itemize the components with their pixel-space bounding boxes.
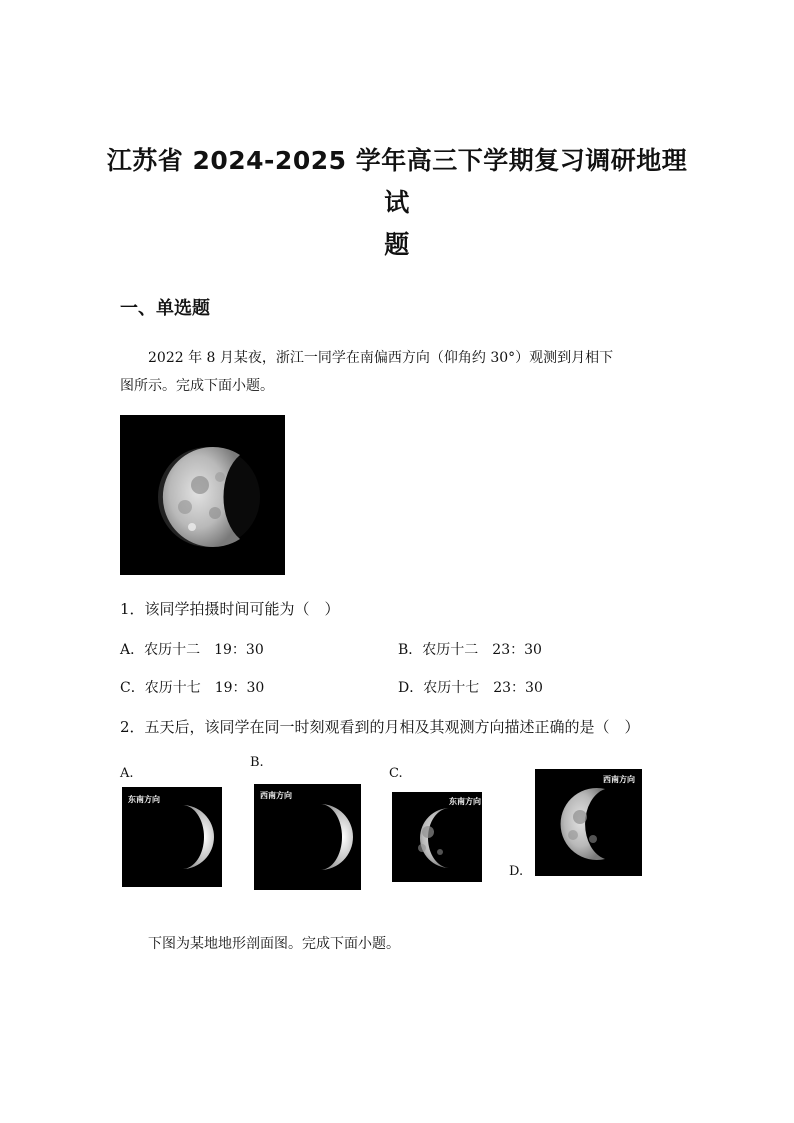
q2-option-d-letter[interactable]: D. [509, 864, 524, 879]
question-1-stem: 1．该同学拍摄时间可能为（ ） [120, 600, 340, 618]
moon-icon [158, 447, 260, 547]
question-2-stem: 2．五天后，该同学在同一时刻观看到的月相及其观测方向描述正确的是（ ） [120, 718, 640, 736]
q2-option-b-image[interactable] [254, 784, 361, 890]
q2-option-b-caption: 西南方向 [260, 791, 292, 800]
q2-option-c-caption: 东南方向 [449, 797, 481, 806]
q1-option-d[interactable]: D．农历十七 23：30 [398, 680, 543, 696]
gibbous-moon-icon [418, 808, 450, 868]
intro-line-2: 图所示。完成下面小题。 [120, 378, 274, 394]
intro-line-1: 2022 年 8 月某夜，浙江一同学在南偏西方向（仰角约 30°）观测到月相下 [148, 350, 614, 366]
q2-option-a-image[interactable] [122, 787, 222, 887]
q2-option-d-caption: 西南方向 [603, 775, 635, 784]
title-line-1: 江苏省 2024-2025 学年高三下学期复习调研地理试 [106, 146, 688, 217]
document-title [100, 140, 694, 266]
q2-option-c-image[interactable] [392, 792, 482, 882]
title-line-2: 题 [384, 230, 410, 259]
q2-option-a-caption: 东南方向 [128, 795, 160, 804]
q2-option-d-image[interactable] [535, 769, 642, 876]
q1-option-a[interactable]: A．农历十二 19：30 [120, 642, 264, 658]
crescent-moon-icon [320, 804, 353, 870]
q1-option-c[interactable]: C．农历十七 19：30 [120, 680, 265, 696]
gibbous-moon-icon [561, 788, 605, 860]
next-intro: 下图为某地地形剖面图。完成下面小题。 [148, 936, 400, 952]
q1-option-b[interactable]: B．农历十二 23：30 [398, 642, 542, 658]
q2-option-b-letter[interactable]: B. [250, 755, 264, 770]
q2-option-c-letter[interactable]: C. [389, 766, 403, 781]
section-heading: 一、单选题 [120, 298, 210, 319]
q2-option-a-letter[interactable]: A. [120, 766, 134, 781]
crescent-moon-icon [182, 805, 214, 869]
gibbous-moon-photo [120, 415, 285, 575]
intro-paragraph [120, 344, 672, 400]
